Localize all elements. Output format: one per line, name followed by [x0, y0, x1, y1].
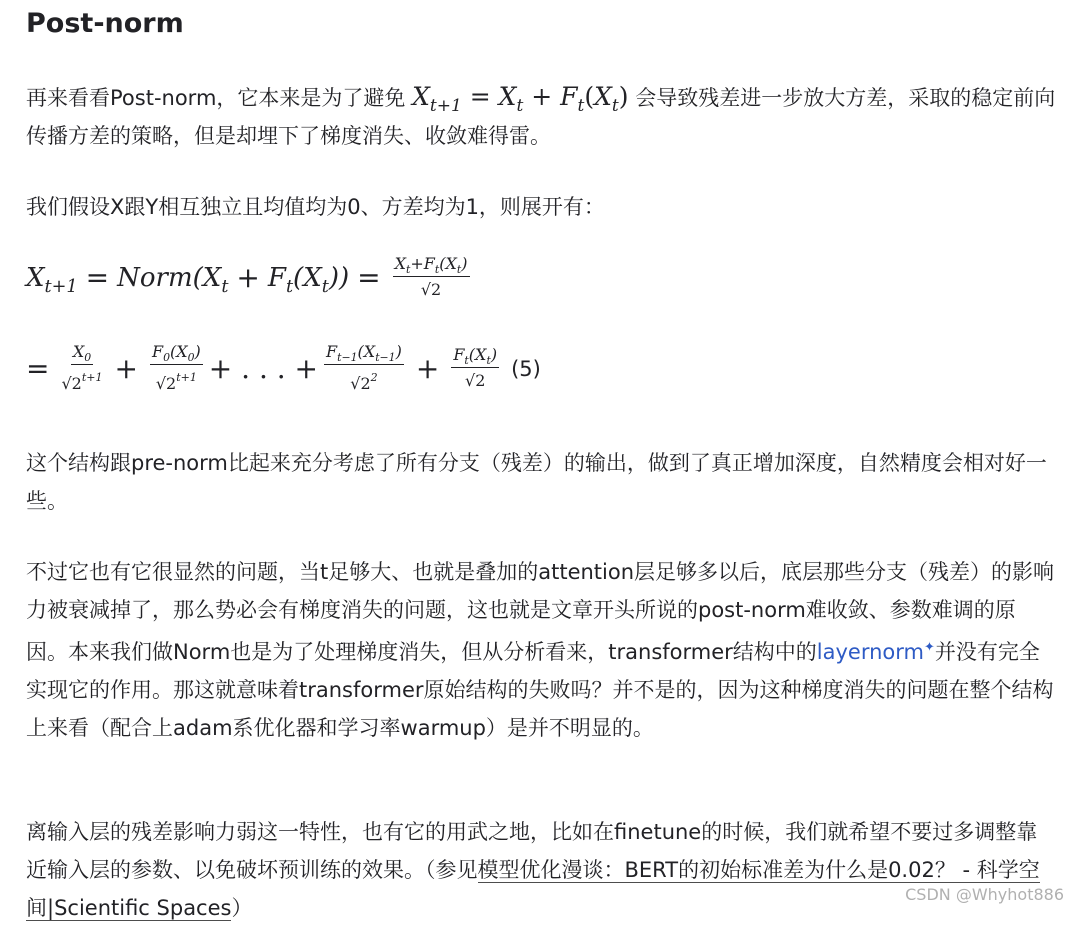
paragraph-4-part-1: 不过它也有它很显然的问题，当t足够大、也就是叠加的attention层足够多以后，底层那些分支（残差）的影响力被衰减掉了，那么势必会有梯度消失的问题，这也就是文章开头所说的post-norm难收敛、参数难调的原因。本来我们做Norm也是为了处理梯度消失，但从分析看来，transformer结构中的 [26, 560, 1055, 664]
paragraph-4 [26, 553, 1056, 747]
fraction: $\frac{F_t(X_t)}{√2}$ [453, 345, 498, 390]
paragraph-1-text-after: 会导致残差进一步放大方差，采取的稳定前向传播方差的策略，但是却埋下了梯度消失、收敛难得雷。 [26, 86, 1056, 148]
equation-number: (5) [511, 356, 541, 381]
paragraph-1 [26, 78, 1056, 155]
fraction: $\frac{X_t+F_t(X_t)}{√2}$ [394, 254, 468, 299]
paragraph-5 [26, 813, 1056, 927]
paragraph-3: 这个结构跟pre-norm比起来充分考虑了所有分支（残差）的输出，做到了真正增加深度，自然精度会相对好一些。 [26, 451, 1047, 513]
paragraph-5-part-2: ） [231, 896, 253, 920]
equation-line-2: = $\frac{X_0}{√2^{t+1}}$ + $\frac{F_0(X_0)}{√2^{t+1}}$ + . . . + $\frac{F_{t-1}(X_{t-1})}{√2^2}$ + $\frac{F_t(X_t)}{√2}$ (5) [26, 342, 541, 393]
equation-line-1: $X_{t+1}$ = $Norm(X_t$ + $F_t(X_t)$) = $\frac{X_t+F_t(X_t)}{√2}$ [26, 254, 468, 299]
fraction: $\frac{F_{t-1}(X_{t-1})}{√2^2}$ [326, 342, 402, 393]
fraction: $\frac{X_0}{√2^{t+1}}$ [61, 342, 103, 393]
fraction: $\frac{F_0(X_0)}{√2^{t+1}}$ [151, 342, 201, 393]
paragraph-1-text-before: 再来看看Post-norm，它本来是为了避免 [26, 86, 413, 110]
paragraph-4-part-2: 并没有完全实现它的作用。那这就意味着transformer原始结构的失败吗？并不是的，因为这种梯度消失的问题在整个结构上来看（配合上adam系优化器和学习率warmup）是并不明显的。 [26, 640, 1054, 740]
paragraph-5-part-1: 离输入层的残差影响力弱这一特性，也有它的用武之地，比如在finetune的时候，我们就希望不要过多调整靠近输入层的参数、以免破坏预训练的效果。（参见 [26, 820, 1038, 882]
paragraph-2: 我们假设X跟Y相互独立且均值均为0、方差均为1，则展开有： [26, 195, 605, 219]
watermark: CSDN @Whyhot886 [905, 885, 1064, 904]
inline-formula: $X_{t+1} = X_t + F_t(X_t)$ [412, 82, 629, 116]
layernorm-link[interactable]: layernorm [816, 640, 924, 664]
reference-link[interactable]: 模型优化漫谈：BERT的初始标准差为什么是0.02？ - 科学空间|Scientific Spaces [26, 858, 1040, 920]
link-sparkle-icon: ✦ [923, 640, 935, 655]
section-heading: Post-norm [26, 8, 184, 39]
